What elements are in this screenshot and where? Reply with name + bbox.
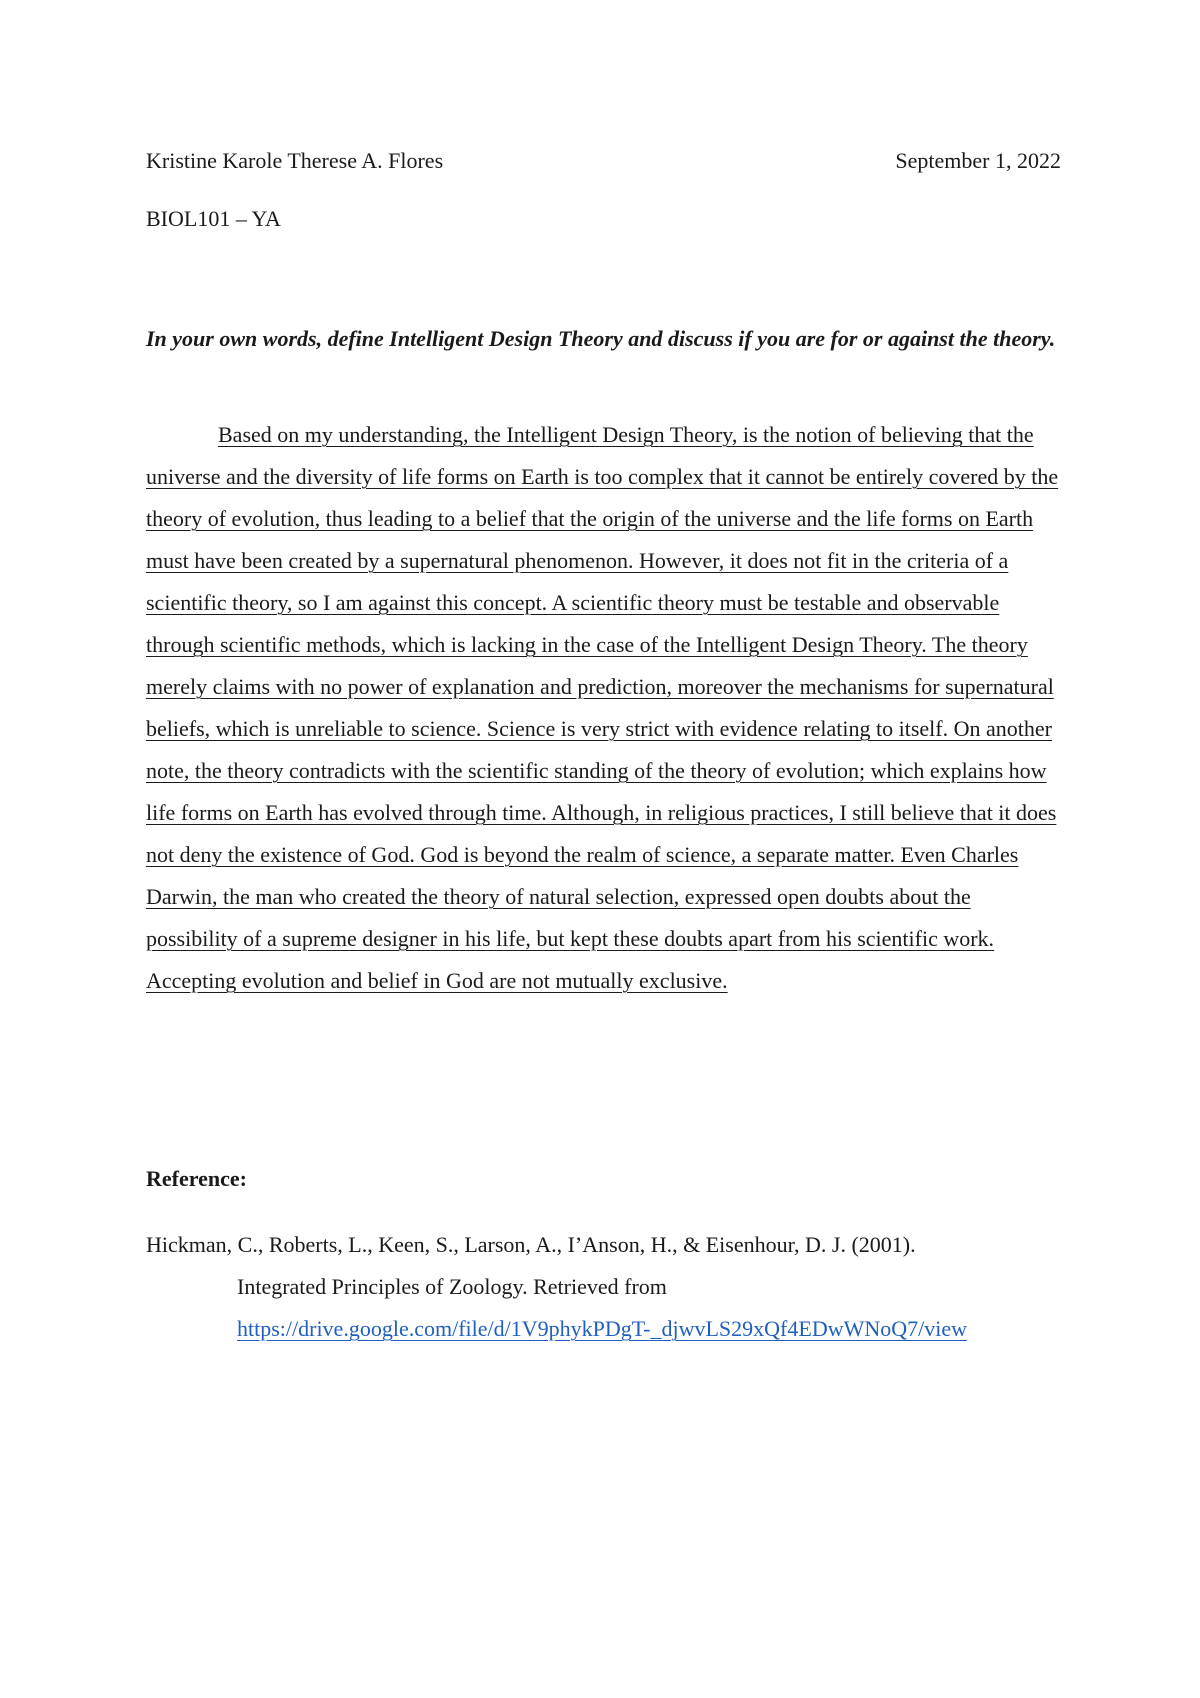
header-row bbox=[146, 146, 1061, 176]
reference-entry bbox=[146, 1224, 1066, 1350]
essay-question: In your own words, define Intelligent Design Theory and discuss if you are for or against the theory. bbox=[146, 326, 1056, 351]
reference-authors: Hickman, C., Roberts, L., Keen, S., Larson, A., I’Anson, H., & Eisenhour, D. J. (2001). bbox=[146, 1232, 916, 1257]
reference-title: Integrated Principles of Zoology. Retrieved from bbox=[237, 1274, 667, 1299]
essay-body bbox=[146, 414, 1066, 1002]
reference-link[interactable]: https://drive.google.com/file/d/1V9phykPDgT-_djwvLS29xQf4EDwWNoQ7/view bbox=[237, 1316, 968, 1341]
reference-heading: Reference: bbox=[146, 1166, 247, 1191]
course-code: BIOL101 – YA bbox=[146, 206, 281, 231]
essay-body-text: Based on my understanding, the Intelligent Design Theory, is the notion of believing that the universe and the diversity of life forms on Earth is too complex that it cannot be entirely covered by the theory of evolution, thus leading to a belief that the origin of the universe and the life forms on Earth must have been created by a supernatural phenomenon. However, it does not fit in the criteria of a scientific theory, so I am against this concept. A scientific theory must be testable and observable through scientific methods, which is lacking in the case of the Intelligent Design Theory. The theory merely claims with no power of explanation and prediction, moreover the mechanisms for supernatural beliefs, which is unreliable to science. Science is very strict with evidence relating to itself. On another note, the theory contradicts with the scientific standing of the theory of evolution; which explains how life forms on Earth has evolved through time. Although, in religious practices, I still believe that it does not deny the existence of God. God is beyond the realm of science, a separate matter. Even Charles Darwin, the man who created the theory of natural selection, expressed open doubts about the possibility of a supreme designer in his life, but kept these doubts apart from his scientific work. Accepting evolution and belief in God are not mutually exclusive. bbox=[146, 422, 1059, 993]
document-date: September 1, 2022 bbox=[895, 148, 1061, 173]
author-name: Kristine Karole Therese A. Flores bbox=[146, 148, 444, 173]
